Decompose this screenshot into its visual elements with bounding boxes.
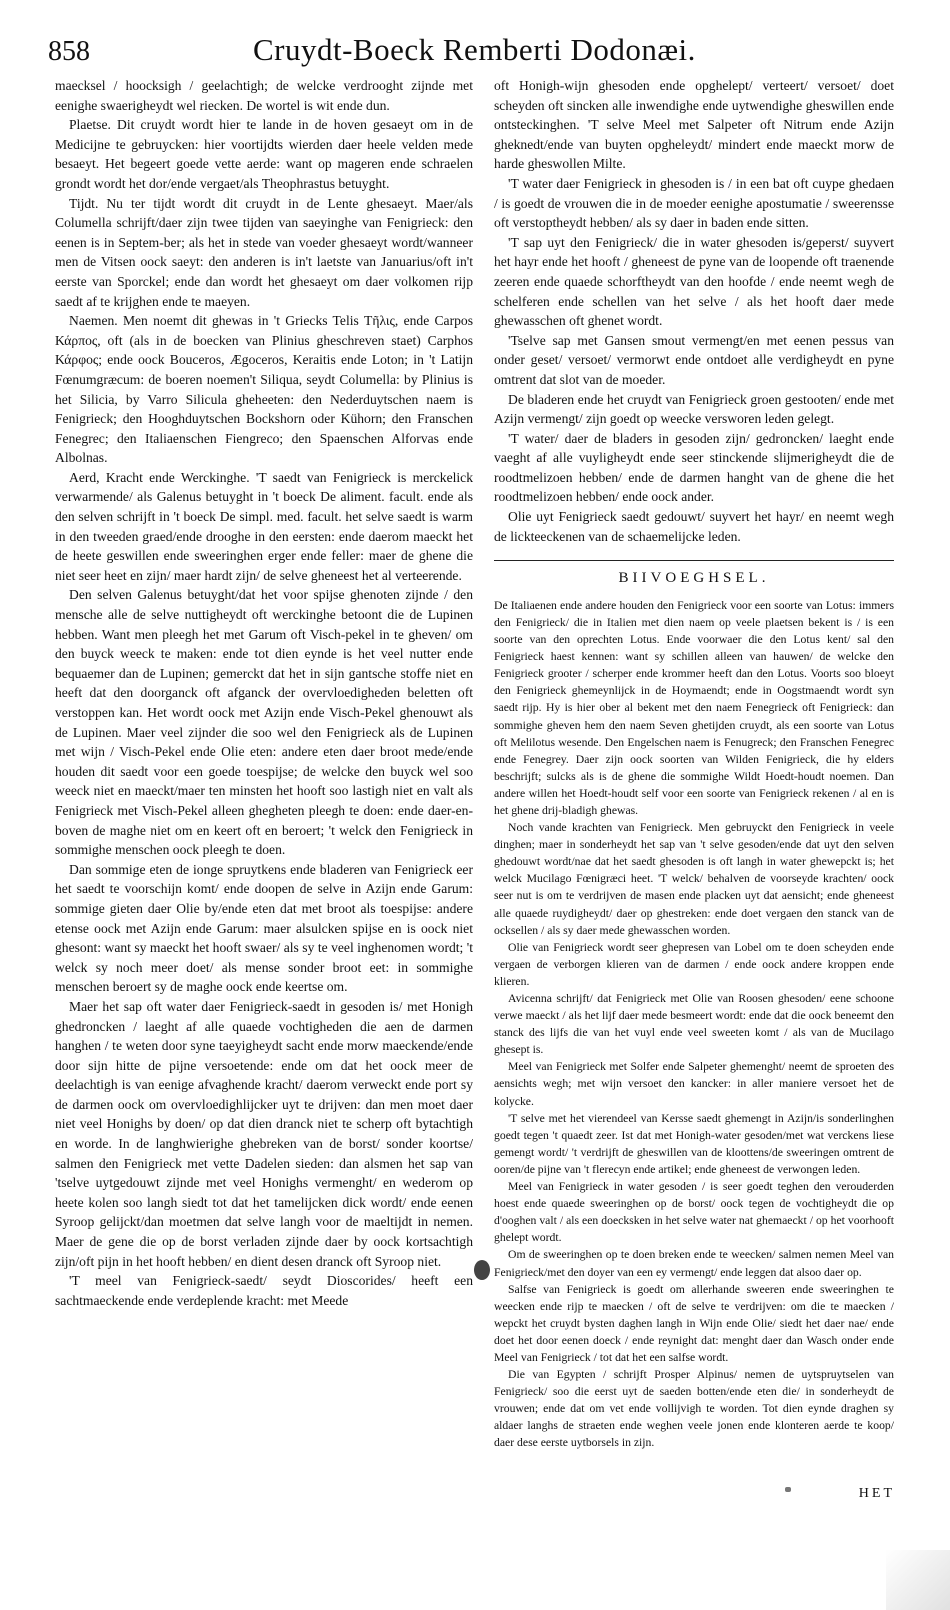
page-number: 858: [48, 36, 90, 67]
paragraph: Aerd, Kracht ende Werckinghe. 'T saedt van Fenigrieck is merckelick verwarmende/ als Galenus betuyght in 't boeck De aliment. facult. ende als den selven schrijft in 't boeck De simpl. med. facult. het selve saedt is warm in den tweeden graed/ende drooghe in den eersten: ende daerom maeckt het de heete geswillen ende sweeringhen erger ende feller: maer de ghene die niet seer heet en zijn/ maer hardt zijn/ de selve gheneest het al verteerende.: [55, 469, 473, 583]
paragraph: 'T water/ daer de bladers in gesoden zijn/ gedroncken/ laeght ende vaeght af alle vuyligheydt ende seer stinckende slijmerigheydt die de roodtmelizoen hebben/ ende de darmen hanght van de ghene die het roodtmelizoen hebben/ ende oock ander.: [494, 430, 894, 505]
paragraph: Naemen. Men noemt dit ghewas in 't Griecks Telis Τῆλις, ende Carpos Κάρπος, oft (als in de boecken van Plinius gheschreven staet) Carphos Κάρφος; ende oock Bouceros, Ægoceros, Keraitis ende Loton; in 't Latijn Fœnumgræcum: de boeren noemen't Siliqua, seydt Columella: by Plinius is het Silicia, by Varro Silicula gheheeten: den Nederduytschen naem is Fenigrieck; den Hooghduytschen Bockshorn oder Kühorn; den Franschen Fenegrec; den Italiaenschen Fiengreco; den Spaenschen Alforvas ende Albolnas.: [55, 313, 473, 466]
paragraph: Salfse van Fenigrieck is goedt om allerhande sweeren ende sweeringhen te weecken ende rijp te maecken / oft de selve te verdrijven: om die te maecken / wepckt het cruydt bysten daghen langh in Wijn ende Olie/ siedt het daer nae/ ende doet het door eenen doeck / ende reynight dat: menght daer dan Wasch onder ende Meel van Fenigrieck / tot dat het een salfse wordt.: [494, 1282, 894, 1364]
paragraph: Om de sweeringhen op te doen breken ende te weecken/ salmen nemen Meel van Fenigrieck/met den doyer van een ey vermengt/ ende leggen dat alsoo daer op.: [494, 1248, 894, 1279]
running-title: Cruydt-Boeck Remberti Dodonæi.: [253, 32, 696, 67]
paragraph: Maer het sap oft water daer Fenigrieck-saedt in gesoden is/ met Honigh ghedroncken / laeght af alle quaede vochtigheden die aen de darmen hanghen / te weten door syne taeyigheydt sacht ende morw maeckende/ende door sijn hitte de pijne versoetende: ende om dat het oock meer de deelachtigh is van eenige afvaghende kracht/ daerom verweckt ende port sy de darmen oock om overvloedighlijcker uyt te drijven: dan men moet daer niet veel Honighs by doen/ op dat dien dranck niet te scherp oft bytachtigh en worde. In de langhwierighe ghebreken van de borst/ sonder koortse/ salmen den Fenigrieck met vette Dadelen sieden: dan alsmen het sap van 'tselve uytgedouwt zijnde met veel Honighs vermenght/ en wederom op heete kolen soo langh siedt tot dat het tamelijcken dick wordt/ ende eenen Syroop gelijckt/dan moetmen dat selve langh voor de maeltijdt in nemen. Maer de gene die op de borst verladen zijnde daer by oock kortsachtigh zijn/oft pijn in het hooft hebben/ en dient desen dranck oft Syroop niet.: [55, 998, 473, 1269]
paragraph: De Italiaenen ende andere houden den Fenigrieck voor een soorte van Lotus: immers den Fenigrieck/ die in Italien met dien naem op veele plaetsen bekent is / is een soorte van den oprechten Lotus. Ende voorwaer die den Lotus kent/ sal den Fenigrieck haest kennen: want sy schillen alleen van hauwen/ de welcke den Fenigrieck grooter / scherper ende krommer heeft dan den Lotus. Voorts soo bloeyt den Fenigrieck ghemeynlijck in de Hoymaendt; ende in Oogstmaendt wordt syn saedt rijp. Hy is hier ober al bekent met den naem Fenegrieck oft Fenigrieck: dan sommighe gheven hem den naem Seven ghetijden cruydt, als een soorte van Lotus oft Melilotus wesende. Den Engelschen naem is Fenugreck; den Franschen Fenegrec ende Fenegrey. Daer zijn oock soorten van Wilden Fenigrieck, die hy elders beschrijft; sulcks als is de ghene die sommighe Wildt Hoedt-houdt noemen. Dan andere willen het Hoedt-houdt self voor een soorte van Fenigrieck rekenen / al en is het ghene drij-bladigh ghewas.: [494, 598, 894, 817]
paragraph: 'T sap uyt den Fenigrieck/ die in water ghesoden is/geperst/ suyvert het hayr ende het hooft / gheneest de pyne van de loopende oft traenende zeeren ende quaede schorftheydt van den hoofde / ende neemt wegh de schelferen ende schellen van het selve / als het hooft daer mede ghewasschen oft ghenet wordt.: [494, 234, 894, 329]
paragraph: Den selven Galenus betuyght/dat het voor spijse ghenoten zijnde / den mensche alle de selve nuttigheydt oft werckinghe betoont die de Lupinen hebben. Want men pleegh het met Garum oft Visch-pekel in te gheven/ om den buyck weeck te maken: ende tot dien eynde is het veel nutter ende bequaemer dan de Lupinen; gemerckt dat het in sijn gantsche stoffe niet en heeft dat den doorganck oft afganck der overvloedigheden beletten oft verstoppen kan. Het wordt oock met Azijn ende Visch-Pekel ghenouwt als de Lupinen. Maer veel zijnder die soo wel den Fenigrieck als de Lupinen met wijn / Visch-Pekel ende Olie eten: andere eten daer broot mede/ende houden dit saedt voor een goede toespijse; de welcke den buyck wel soo weeck niet en maeckt/maer ten minsten het hooft soo lastigh niet en valt als Fenigrieck met Visch-Pekel alleen ghegheten pleegh te doen: ende daer-en-boven de maghe niet om en keert oft en beroert; 't welck den Fenigrieck in sommighe menschen oock pleegh te doen.: [55, 587, 473, 858]
page-corner-shadow: [886, 1550, 950, 1610]
paragraph: oft Honigh-wijn ghesoden ende opghelept/ verteert/ versoet/ doet scheyden oft sincken alle inwendighe ende uytwendighe gheswillen ende ontsteckinghen. 'T selve Meel met Salpeter oft Nitrum ende Azijn gheknedt/ende van buyten opgheleydt/ mindert ende maeckt morw de harde gheswollen Milte.: [494, 78, 894, 172]
paragraph: Plaetse. Dit cruydt wordt hier te lande in de hoven gesaeyt om in de Medicijne te gebruycken: hier voortijdts wierden daer heele velden mede besaeyt. Het begeert goede vette aerde: want op mageren ende schraelen grondt wordt het dor/ende vergaet/als Theophrastus betuyght.: [55, 117, 473, 191]
paragraph: Noch vande krachten van Fenigrieck. Men gebruyckt den Fenigrieck in veele dinghen; maer in sonderheydt het sap van 't selve gesoden/ende dat uyt den selven ghedouwt wordt/nae dat het saedt ghesoden is oft langh in water ghewepckt is; het welck Mucilago Fœnigræci heet. 'T welck/ behalven de voorseyde krachten/ oock seer nut is om te verdrijven de masen ende placken uyt dat aensicht; ende gheneest alle quaede ruydigheydt/ daer op ghestreken: ende doet vergaen den stanck van de ocksellen / als sy daer mede ghewasschen worden.: [494, 821, 894, 937]
paragraph: 'T selve met het vierendeel van Kersse saedt ghemengt in Azijn/is sonderlinghen goedt tegen 't quaedt zeer. Ist dat met Honigh-water gesoden/met wat verckens liese gemengt wordt/ 't verdrijft de gheswillen van de kloottens/de sweeringen omtrent de ooren/de pijne van 't flerecyn ende artikel; ende gheneest de verwongen leden.: [494, 1111, 894, 1176]
addendum-text: [494, 597, 894, 1452]
left-column: [55, 76, 473, 1310]
paragraph: Die van Egypten / schrijft Prosper Alpinus/ nemen de uytspruytselen van Fenigrieck/ soo die eerst uyt de saeden botten/ende eten die/ in sonderheydt de vrouwen; ende dat om vet ende vollijvigh te worden. Tot dien eynde draghen sy aldaer langhs de straeten ende weghen veele jonen ende klonteren aerde te koop/ daer dese eerste uytborsels in zijn.: [494, 1368, 894, 1450]
right-column: [494, 76, 894, 1452]
paragraph: Dan sommige eten de ionge spruytkens ende bladeren van Fenigrieck eer het saedt te voorschijn komt/ ende doopen de selve in Azijn ende Garum: sommige gieten daer Olie by/ende eten dat met broot als toespijse: andere etense oock met Azijn ende Garum: maer alsulcken spijse en is oock niet ghesont: want sy maeckt het hooft swaer/ als sy te veel inghenomen wordt; 't welck sy noch meer doet/ als mense sonder broot eet: in sommighe menschen beroert sy de maghe oock ende keertse om.: [55, 861, 473, 995]
paragraph: 'T water daer Fenigrieck in ghesoden is / in een bat oft cuype ghedaen / is goedt de vrouwen die in de moeder eenighe apostumatie / sweerensse oft verstoptheydt hebben/ als sy daer in baden ende sitten.: [494, 175, 894, 231]
ink-smudge: [474, 1260, 490, 1280]
section-heading: BIIVOEGHSEL.: [494, 560, 894, 589]
page-header: [48, 28, 908, 72]
paragraph: Meel van Fenigrieck in water gesoden / is seer goedt teghen den verouderden hoest ende quaede sweeringhen op de borst/ oock tegen de vochtigheydt die op d'ooghen valt / als een doecksken in het selve water nat ghemaeckt / op het voorhooft ghelept wordt.: [494, 1180, 894, 1245]
paragraph: Meel van Fenigrieck met Solfer ende Salpeter ghemenght/ neemt de sproeten des aensichts wegh; met wijn versoet den kancker: in aller maniere versoet het de kolycke.: [494, 1060, 894, 1108]
paragraph: Tijdt. Nu ter tijdt wordt dit cruydt in de Lente ghesaeyt. Maer/als Columella schrijft/daer zijn twee tijden van saeyinghe van Fenigrieck: den eenen is in Septem-ber; als het in stede van voeder ghesaeyt wordt/wanneer men de Vitsen oock saeyt: den anderen is in't laetste van Januarius/oft in't eerste van Sporckel; ende dan wordt het ghesaeyt om daer volkomen rijp saedt af te krijghen ende te maeyen.: [55, 195, 473, 309]
paragraph: De bladeren ende het cruydt van Fenigrieck groen gestooten/ ende met Azijn vermengt/ zijn goedt op weecke versworen leden gelegt.: [494, 391, 894, 427]
paragraph: Avicenna schrijft/ dat Fenigrieck met Olie van Roosen ghesoden/ eene schoone verwe maeckt / als het lijf daer mede besmeert wordt: ende dat die oock beneemt den stanck des lijfs die van het vuyl ende veel sweeten komt / als van de Mucilago ghesept is.: [494, 992, 894, 1057]
catchword: HET: [858, 1486, 895, 1501]
paragraph: Olie van Fenigrieck wordt seer ghepresen van Lobel om te doen scheyden ende vergaen de verborgen klieren van de darmen / ende oock andere kroppen ende klieren.: [494, 940, 894, 988]
paragraph: 'Tselve sap met Gansen smout vermengt/en met eenen pessus van onder geset/ versoet/ vermorwt ende ontdoet alle verdigheydt en pyne omtrent dat slot van de moeder.: [494, 332, 894, 387]
paragraph: Olie uyt Fenigrieck saedt gedouwt/ suyvert het hayr/ en neemt wegh de lickteeckenen van de schaemelijcke leden.: [494, 509, 894, 544]
paragraph: maecksel / hoocksigh / geelachtigh; de welcke verdrooght zijnde met eenighe swaerigheydt wel riecken. De wortel is wit ende dun.: [55, 78, 473, 113]
ornament-dot: [785, 1487, 791, 1492]
paragraph: 'T meel van Fenigrieck-saedt/ seydt Dioscorides/ heeft een sachtmaeckende ende verdeplende kracht: met Meede: [55, 1273, 473, 1308]
